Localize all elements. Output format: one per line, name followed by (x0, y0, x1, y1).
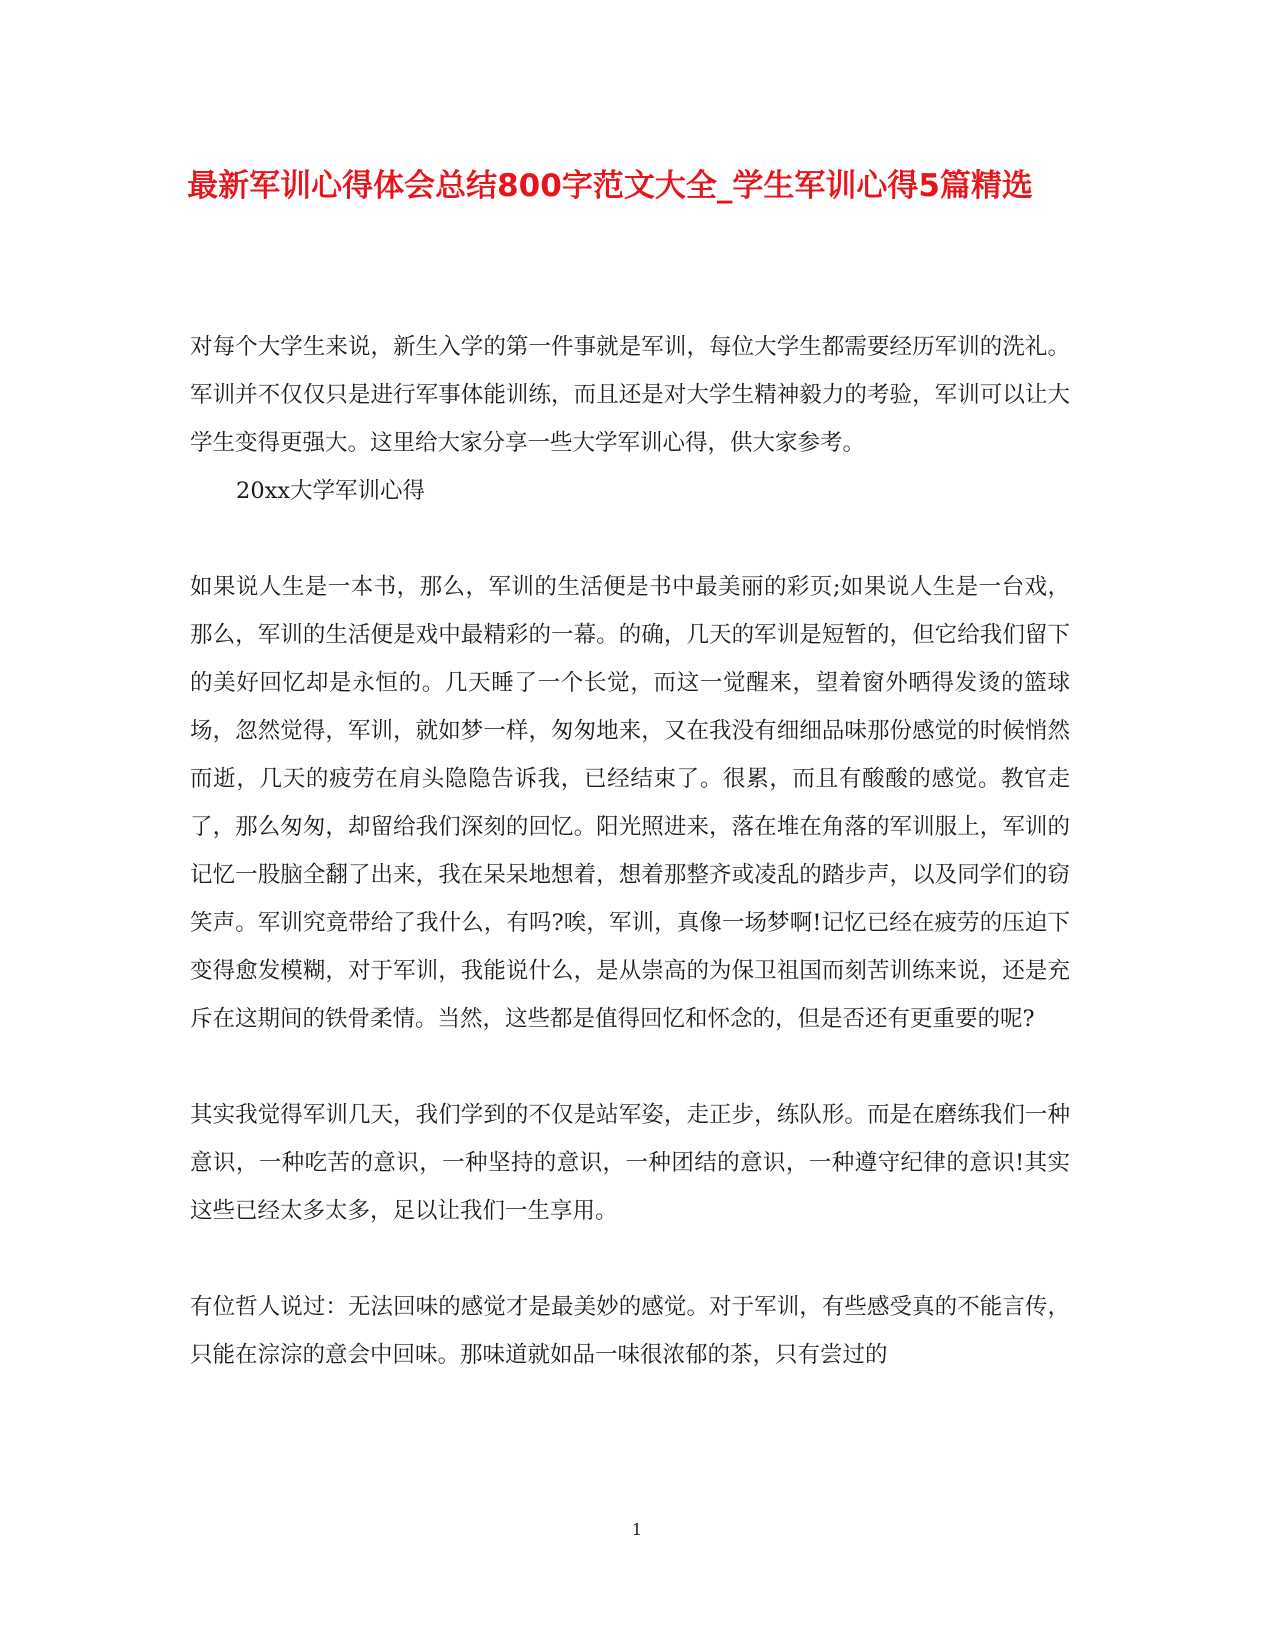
body-paragraph-1: 如果说人生是一本书，那么，军训的生活便是书中最美丽的彩页;如果说人生是一台戏，那么，军训的生活便是戏中最精彩的一幕。的确，几天的军训是短暂的，但它给我们留下的美好回忆却是永恒的。几天睡了一个长觉，而这一觉醒来，望着窗外晒得发烫的篮球场，忽然觉得，军训，就如梦一样，匆匆地来，又在我没有细细品味那份感觉的时候悄然而逝，几天的疲劳在肩头隐隐告诉我，已经结束了。很累，而且有酸酸的感觉。教官走了，那么匆匆，却留给我们深刻的回忆。阳光照进来，落在堆在角落的军训服上，军训的记忆一股脑全翻了出来，我在呆呆地想着，想着那整齐或凌乱的踏步声，以及同学们的窃笑声。军训究竟带给了我什么，有吗?唉，军训，真像一场梦啊!记忆已经在疲劳的压迫下变得愈发模糊，对于军训，我能说什么，是从崇高的为保卫祖国而刻苦训练来说，还是充斥在这期间的铁骨柔情。当然，这些都是值得回忆和怀念的，但是否还有更重要的呢? (190, 574, 1070, 1032)
document-title: 最新军训心得体会总结800字范文大全_学生军训心得5篇精选 (187, 168, 1033, 204)
intro-paragraph: 对每个大学生来说，新生入学的第一件事就是军训，每位大学生都需要经历军训的洗礼。军训并不仅仅只是进行军事体能训练，而且还是对大学生精神毅力的考验，军训可以让大学生变得更强大。这里给大家分享一些大学军训心得，供大家参考。 (190, 334, 1070, 456)
paragraph-spacer (190, 1043, 1070, 1091)
body-paragraph-3: 有位哲人说过：无法回味的感觉才是最美妙的感觉。对于军训，有些感受真的不能言传，只能在淙淙的意会中回味。那味道就如品一味很浓郁的茶，只有尝过的 (190, 1294, 1070, 1368)
paragraph-spacer (190, 1235, 1070, 1283)
page-number: 1 (631, 1520, 643, 1539)
paragraph-spacer (190, 515, 1070, 563)
document-body (190, 323, 1070, 1379)
body-paragraph-2: 其实我觉得军训几天，我们学到的不仅是站军姿，走正步，练队形。而是在磨练我们一种意识，一种吃苦的意识，一种坚持的意识，一种团结的意识，一种遵守纪律的意识!其实这些已经太多太多，足以让我们一生享用。 (190, 1102, 1070, 1224)
section-heading: 20xx大学军训心得 (236, 478, 426, 504)
